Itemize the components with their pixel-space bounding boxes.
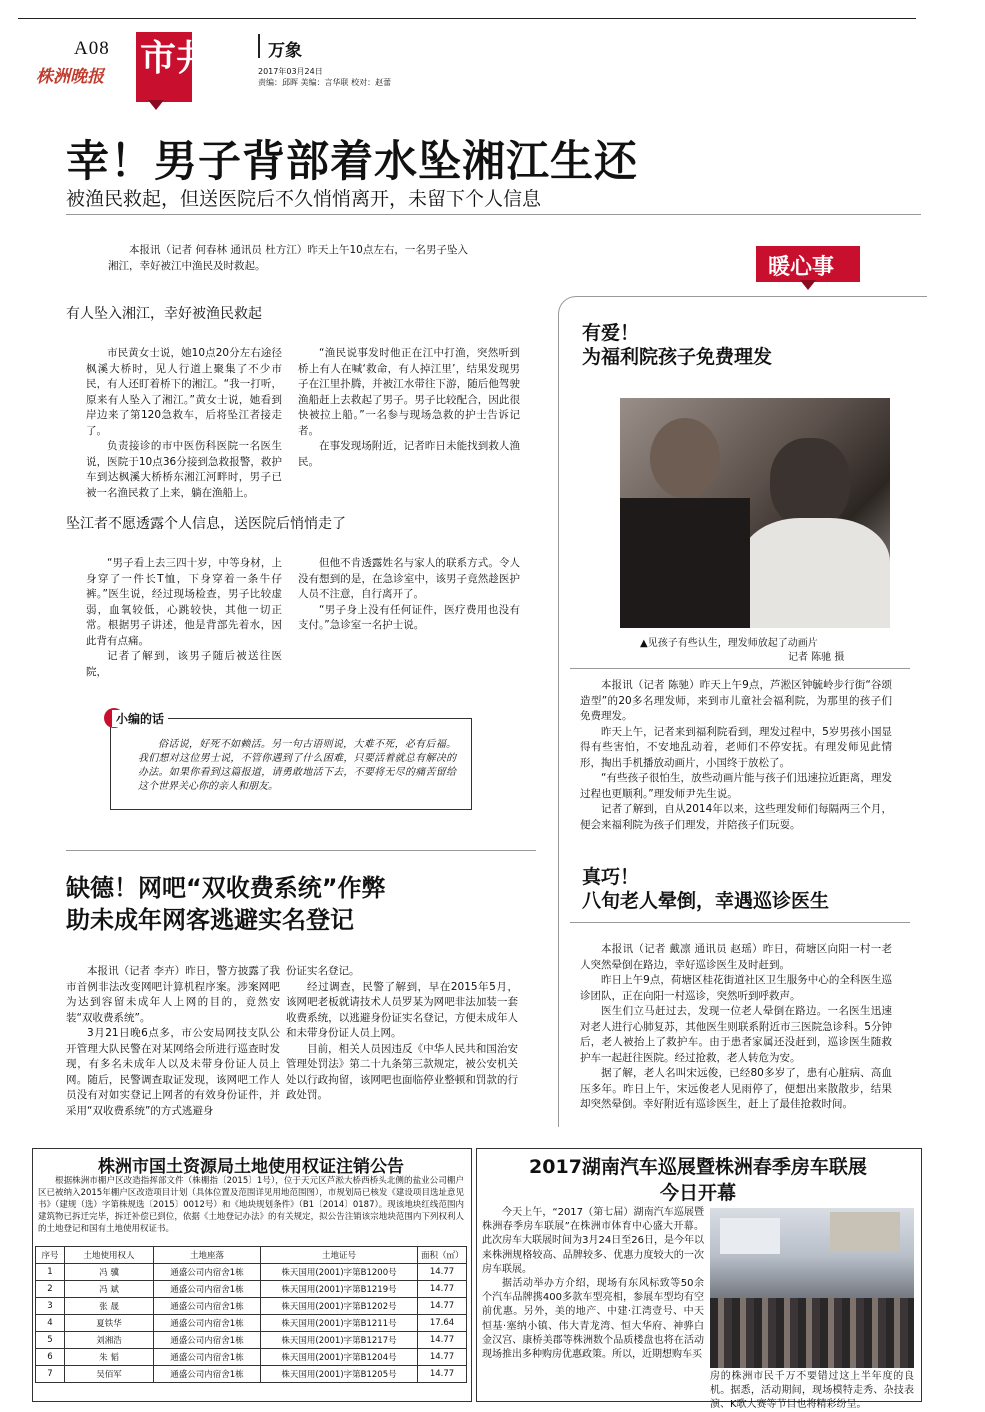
paragraph: 医生们立马赶过去，发现一位老人晕倒在路边。一名医生迅速对老人进行心肺复苏，其他医生则联系附近市三医院急诊科。5分钟后，老人被抬上了救护车。由于患者家属还没赶到，巡诊医生随救护车一起赶往医院。经过抢救，老人转危为安。 (580, 1005, 892, 1064)
paragraph: 本报讯（记者 戴凛 通讯员 赵瑶）昨日，荷塘区向阳一村一老人突然晕倒在路边，幸好巡诊医生及时赶到。 (580, 943, 892, 971)
editor-note-tag: 小编的话 (112, 710, 168, 727)
photo-banner (720, 1218, 780, 1254)
cell: 通盛公司内宿舍1栋 (154, 1366, 261, 1383)
story2-headline-1: 缺德！网吧“双收费系统”作弊 (66, 874, 386, 902)
cell: 冯 斌 (65, 1281, 154, 1298)
cell: 张 晟 (65, 1298, 154, 1315)
paragraph: 本报讯（记者 陈驰）昨天上午9点，芦淞区钟毓岭步行街“谷颂造型”的20多名理发师，来到市儿童社会福利院，为那里的孩子们免费理发。 (580, 679, 892, 722)
section-flag-tail (148, 100, 164, 110)
paragraph: 本报讯（记者 李卉）昨日，警方披露了我市首例非法改变网吧计算机程序案。涉案网吧为达到容留未成年人上网的目的，竟然安装“双收费系统”。 (66, 965, 280, 1024)
paragraph: 昨天上午，记者来到福利院看到，理发过程中，5岁男孩小国显得有些害怕，不安地乱动着，老师们不停安抚。有理发师见此情形，掏出手机播放动画片，小国终于放松了。 (580, 725, 892, 769)
page-number: A08 (74, 38, 110, 59)
cell: 通盛公司内宿舍1栋 (154, 1264, 261, 1281)
column-divider (258, 34, 260, 58)
notice-table (35, 1246, 467, 1383)
cell: 6 (36, 1349, 65, 1366)
paragraph: 但他不肯透露姓名与家人的联系方式。令人没有想到的是，在急诊室中，该男子竟然趁医护人员不注意，自行离开了。 (298, 557, 520, 600)
story1-col1b (298, 346, 520, 470)
car-body (482, 1206, 704, 1362)
car-headline-1: 2017湖南汽车巡展暨株洲春季房车联展 (529, 1156, 867, 1178)
paragraph: 3月21日晚6点多，市公安局网技支队公开管理大队民警在对某网络会所进行巡查时发现，有多名未成年人以及未带身份证人员上网。随后，民警调查取证发现，该网吧工作人员没有对如实登记上网者的有效身份证件，并采用“双收费系统”的方式逃避身 (66, 1027, 280, 1117)
paragraph: 目前，相关人员因违反《中华人民共和国治安管理处罚法》第二十九条第三款规定，被公安机关处以行政拘留，该网吧也面临停业整顿和罚款的行政处罚。 (286, 1042, 518, 1101)
cell: 14.77 (418, 1332, 467, 1349)
col-header: 土地证号 (261, 1247, 418, 1264)
warm-badge-tail (800, 280, 816, 290)
cell: 3 (36, 1298, 65, 1315)
photo-caption: ▲见孩子有些认生，理发师放起了动画片 (640, 638, 818, 649)
paragraph: 据活动举办方介绍，现场有东风标致等50余个汽车品牌携400多款车型亮相，参展车型均有空前优惠。另外，美的地产、中建·江湾壹号、中天恒基·塞纳小镇、伟大青龙湾、恒大华府、神骅白金汉宫、康桥美郡等株洲数个品质楼盘也将在活动现场推出多种购房优惠政策。所以，近期想购车买 (482, 1278, 704, 1361)
cell: 株天国用(2001)字第B1202号 (261, 1298, 418, 1315)
paragraph: 份证实名登记。 (286, 965, 360, 977)
cell: 通盛公司内宿舍1栋 (154, 1349, 261, 1366)
cell: 吴佰军 (65, 1366, 154, 1383)
warm2-body (580, 942, 892, 1113)
notice-body: 根据株洲市棚户区改造指挥部文件（株棚指〔2015〕1号），位于天元区芦淞大桥西桥头北侧的盐业公司棚户区已被纳入2015年棚户区改造项目计划（具体位置及范围详见用地范围图），市规划局已核发《建设项目选址意见书》（建规（选）字第株规选〔2015〕0012号）和《地块规划条件》（B1〔2014〕0187）。现该地块红线范围内建筑物已拆迁完毕，拆迁补偿已到位，依据《土地登记办法》的有关规定，拟公告注销该宗地块范围内下列权利人的土地登记和国有土地使用权证书。 (38, 1176, 464, 1234)
cell: 通盛公司内宿舍1栋 (154, 1315, 261, 1332)
story1-subtitle-2: 坠江者不愿透露个人信息，送医院后悄悄走了 (66, 516, 346, 532)
editor-note-text: 俗话说，好死不如赖活。另一句古语则说，大难不死，必有后福。我们想对这位男士说，不管你遇到了什么困难，只要活着就总有解决的办法。如果你看到这篇报道，请勇敢地活下去，不要将无尽的痛苦留给这个世界关心你的亲人和朋友。 (138, 739, 456, 792)
col-header: 土地座落 (154, 1247, 261, 1264)
story1-col2b (298, 556, 520, 634)
paragraph: 记者了解到，自从2014年以来，这些理发师们每隔两三个月，便会来福利院为孩子们理发，并陪孩子们玩耍。 (580, 803, 892, 831)
warm1-headline-a: 有爱！ (582, 322, 640, 344)
warm1-headline-b: 为福利院孩子免费理发 (582, 346, 773, 368)
story2-top-rule (66, 850, 536, 851)
photo-tent (830, 1212, 900, 1252)
cell: 通盛公司内宿舍1栋 (154, 1281, 261, 1298)
warm2-headline-a: 真巧！ (582, 866, 640, 888)
cell: 14.77 (418, 1264, 467, 1281)
cell: 夏铁华 (65, 1315, 154, 1332)
paragraph: 市民黄女士说，她10点20分左右途径枫溪大桥时，见人行道上聚集了不少市民，有人还盯着桥下的湘江。“我一打听，原来有人坠入了湘江。”黄女士说，她看到岸边来了第120急救车，后将坠江者接走了。 (86, 347, 282, 437)
photo-teen-face (650, 418, 720, 498)
cell: 2 (36, 1281, 65, 1298)
story1-col1a (86, 346, 282, 501)
col-header: 序号 (36, 1247, 65, 1264)
col-header: 土地使用权人 (65, 1247, 154, 1264)
car-headline-2: 今日开幕 (659, 1182, 736, 1204)
paragraph: “男子看上去三四十岁，中等身材，上身穿了一件长T恤，下身穿着一条牛仔裤。”医生说，经过现场检查，男子比较虚弱，血氧较低，心跳较快，其他一切正常。根据男子讲述，他是背部先着水，因此背有点痛。 (86, 557, 282, 647)
cell: 株天国用(2001)字第B1200号 (261, 1264, 418, 1281)
story1-rule (66, 214, 921, 215)
table-row (36, 1281, 467, 1298)
table-row (36, 1332, 467, 1349)
cell: 朱 韬 (65, 1349, 154, 1366)
paragraph: 负责接诊的市中医伤科医院一名医生说，医院于10点36分接到急救报警，救护车到达枫溪大桥桥东湘江河畔时，男子已被一名渔民救了上来，躺在渔船上。 (86, 440, 282, 499)
cell: 14.77 (418, 1281, 467, 1298)
car-show-photo (710, 1208, 914, 1368)
cell: 通盛公司内宿舍1栋 (154, 1298, 261, 1315)
warm-badge: 暖心事 (768, 254, 835, 280)
cell: 刘湘浩 (65, 1332, 154, 1349)
warm1-rule (570, 668, 910, 669)
notice-title: 株洲市国土资源局土地使用权证注销公告 (98, 1157, 404, 1177)
photo-child-head (770, 438, 850, 528)
paragraph: 昨日上午9点，荷塘区桂花街道社区卫生服务中心的全科医生巡诊团队，正在向阳一村巡诊，突然听到呼救声。 (580, 974, 892, 1002)
table-row (36, 1315, 467, 1332)
cell: 14.77 (418, 1298, 467, 1315)
paragraph: 在事发现场附近，记者昨日未能找到救人渔民。 (298, 440, 520, 468)
issue-date: 2017年03月24日 (258, 67, 323, 76)
table-row (36, 1298, 467, 1315)
warm2-rule (570, 922, 910, 923)
paragraph: “男子身上没有任何证件，医疗费用也没有支付。”急诊室一名护士说。 (298, 603, 520, 631)
story1-lead: 本报讯（记者 何春林 通讯员 杜方江）昨天上午10点左右，一名男子坠入湘江，幸好被江中渔民及时救起。 (108, 244, 468, 272)
haircut-photo (620, 398, 890, 628)
story2-col2 (286, 964, 518, 1104)
story1-subhead: 被渔民救起，但送医院后不久悄悄离开，未留下个人信息 (66, 188, 542, 210)
cell: 5 (36, 1332, 65, 1349)
story1-col2a (86, 556, 282, 680)
editors-line: 责编：邱晖 美编：言华联 校对：赵蕾 (258, 78, 392, 87)
car-body-tail: 房的株洲市民千万不要错过这上半年度的良机。据悉，活动期间，现场模特走秀、杂技表演、K歌大赛等节目也将精彩纷呈。 (710, 1371, 914, 1410)
paragraph: “有些孩子很怕生，放些动画片能与孩子们迅速拉近距离，理发过程也更顺利。”理发师尹先生说。 (580, 772, 892, 800)
paragraph: 记者了解到，该男子随后被送往医院， (86, 650, 282, 678)
cell: 株天国用(2001)字第B1205号 (261, 1366, 418, 1383)
notice-table-header (36, 1247, 467, 1264)
warm1-body (580, 678, 892, 833)
section-title: 市井 (140, 37, 213, 79)
col-header: 面积（㎡） (418, 1247, 467, 1264)
paragraph: 经过调查，民警了解到，早在2015年5月，该网吧老板就请技术人员罗某为网吧非法加装一套收费系统，以逃避身份证实名登记，方便未成年人和未带身份证人员上网。 (286, 980, 518, 1039)
table-row (36, 1264, 467, 1281)
paper-logo: 株洲晚报 (36, 67, 104, 87)
cell: 7 (36, 1366, 65, 1383)
cell: 冯 骥 (65, 1264, 154, 1281)
paragraph: “渔民说事发时他正在江中打渔，突然听到桥上有人在喊‘救命，有人掉江里’，结果发现男子在江里扑腾，并被江水带往下游，随后他驾驶渔船赶上去救起了男子。男子比较配合，因此很快被拉上船。”一名参与现场急救的护士告诉记者。 (298, 347, 520, 437)
paragraph: 今天上午，“2017（第七届）湖南汽车巡展暨株洲春季房车联展”在株洲市体育中心盛大开幕。此次房车大联展时间为3月24日至26日，是今年以来株洲规格较高、品牌较多、优惠力度较大的一次房车联展。 (482, 1207, 704, 1275)
table-row (36, 1349, 467, 1366)
cell: 1 (36, 1264, 65, 1281)
cell: 株天国用(2001)字第B1211号 (261, 1315, 418, 1332)
story1-headline: 幸！男子背部着水坠湘江生还 (66, 137, 638, 187)
cell: 通盛公司内宿舍1栋 (154, 1332, 261, 1349)
photo-credit: 记者 陈驰 摄 (788, 652, 845, 663)
cell: 株天国用(2001)字第B1204号 (261, 1349, 418, 1366)
table-row (36, 1366, 467, 1383)
cell: 14.77 (418, 1366, 467, 1383)
paragraph: 据了解，老人名叫宋远俊，已经80多岁了，患有心脏病、高血压多年。昨日上午，宋远俊老人见雨停了，便想出来散散步，结果却突然晕倒。幸好附近有巡诊医生，赶上了最佳抢救时间。 (580, 1067, 892, 1110)
cell: 4 (36, 1315, 65, 1332)
photo-crowd (710, 1298, 914, 1368)
story2-col1 (66, 964, 280, 1119)
story2-headline-2: 助未成年网客逃避实名登记 (66, 906, 354, 934)
cell: 14.77 (418, 1349, 467, 1366)
top-rule (18, 18, 916, 19)
column-name: 万象 (268, 41, 302, 61)
warm2-headline-b: 八旬老人晕倒，幸遇巡诊医生 (582, 890, 830, 912)
story1-subtitle-1: 有人坠入湘江，幸好被渔民救起 (66, 306, 262, 322)
cell: 株天国用(2001)字第B1217号 (261, 1332, 418, 1349)
cell: 17.64 (418, 1315, 467, 1332)
photo-cape (740, 518, 890, 628)
cell: 株天国用(2001)字第B1219号 (261, 1281, 418, 1298)
photo-teen-body (620, 498, 750, 628)
